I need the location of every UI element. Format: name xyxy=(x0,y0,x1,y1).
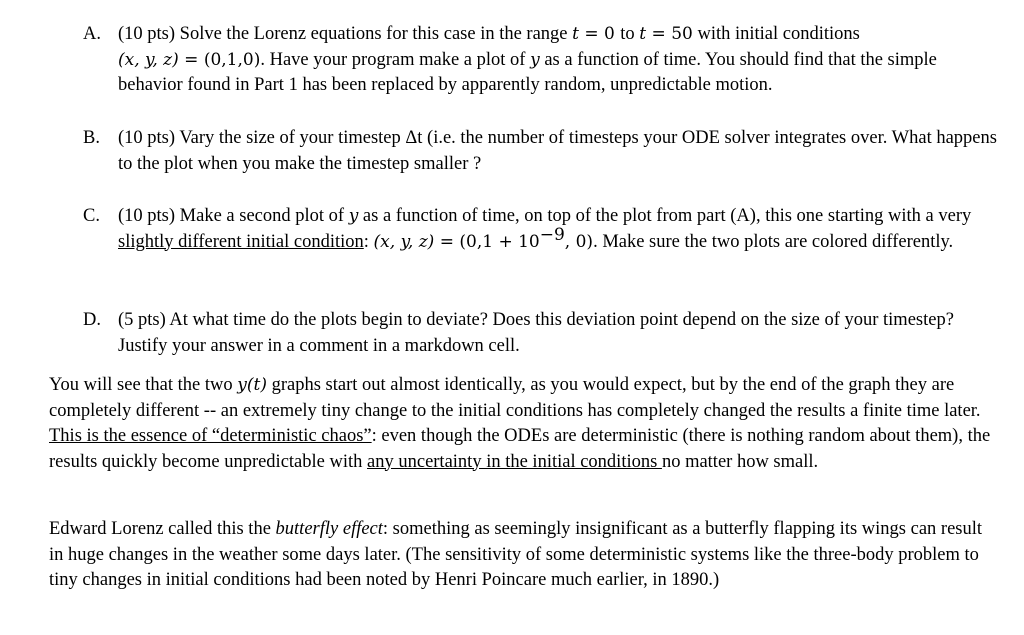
item-d-text: (5 pts) At what time do the plots begin to deviate? Does this deviation point depend on the size of your timestep? Justify your answer in a comment in a markdown cell. xyxy=(118,310,954,356)
item-a-letter: A. xyxy=(83,24,101,44)
item-c-exponent: −9 xyxy=(539,224,565,245)
item-c-eq-start: = (0,1 + 10 xyxy=(434,231,540,252)
item-a-eq-start: = 0 xyxy=(579,24,621,44)
item-a-text-3: . Have your program make a plot of xyxy=(260,49,531,70)
p2-italic-term: butterfly effect xyxy=(275,519,383,539)
item-a-eq-initial: = (0,1,0) xyxy=(178,49,261,70)
item-d-letter: D. xyxy=(83,310,101,330)
item-b-text: (10 pts) Vary the size of your timestep Δt (i.e. the number of timesteps your ODE solver integrates over. What happens to the plot when you make the timestep smaller ? xyxy=(118,128,997,174)
item-a xyxy=(83,22,1003,99)
p2-text-1: Edward Lorenz called this the xyxy=(49,519,276,539)
item-a-text xyxy=(118,22,1003,99)
item-a-text-1: (10 pts) Solve the Lorenz equations for this case in the range xyxy=(118,24,573,44)
item-c-text-2: as a function of time, on top of the plot from part (A), this one starting with a very xyxy=(358,206,972,226)
item-c-text-3: : xyxy=(363,231,374,252)
item-b-letter: B. xyxy=(83,128,100,148)
p1-underlined-2: any uncertainty in the initial conditions xyxy=(367,451,662,472)
item-b xyxy=(83,126,1003,177)
item-a-to: to xyxy=(620,24,635,44)
item-c-underlined-phrase: slightly different initial condition xyxy=(118,231,364,252)
item-a-text-2: with initial conditions xyxy=(692,24,860,44)
p1-text-4: no matter how small. xyxy=(661,451,819,472)
p1-math-t: (t) xyxy=(246,375,267,395)
item-c-text-1: (10 pts) Make a second plot of xyxy=(118,206,349,226)
item-c-text-4: . Make sure the two plots are colored differently. xyxy=(593,231,954,252)
item-c-eq-end: , 0) xyxy=(564,231,594,252)
item-d xyxy=(83,308,1003,359)
item-c-math-y: y xyxy=(348,206,359,226)
p1-text-1: You will see that the two xyxy=(49,375,238,395)
paragraph-chaos xyxy=(49,373,999,475)
item-c xyxy=(83,204,1003,255)
paragraph-butterfly xyxy=(49,517,999,594)
item-c-math-xyz: (x, y, z) xyxy=(373,231,435,252)
item-a-math-xyz: (x, y, z) xyxy=(118,49,179,70)
item-a-math-t2: t xyxy=(639,24,647,44)
item-a-math-y: y xyxy=(530,49,540,70)
item-c-text xyxy=(118,204,1003,255)
item-c-letter: C. xyxy=(83,206,100,226)
item-a-text-4: as a function of time. You should find that the simple behavior found in Part 1 has been replaced by apparently random, unpredictable motion. xyxy=(118,49,937,95)
item-a-eq-end: = 50 xyxy=(646,24,693,44)
p1-underlined-1: This is the essence of “deterministic chaos” xyxy=(49,426,372,446)
p1-math-y: y xyxy=(237,375,247,395)
item-a-math-t: t xyxy=(572,24,579,44)
p1-text-3: : even though the ODEs are deterministic (there is nothing random about them), the results quickly become unpredictable with xyxy=(49,426,991,472)
p2-text-2: : something as seemingly insignificant as a butterfly flapping its wings can result in huge changes in the weather some days later. (The sensitivity of some deterministic systems like the three-body problem to tiny changes in initial conditions had been noted by Henri Poincare much earlier, in 1890.) xyxy=(49,519,983,590)
p1-text-2: graphs start out almost identically, as you would expect, but by the end of the graph they are completely different -- an extremely tiny change to the initial conditions has completely changed the results a finite time later. xyxy=(49,375,981,421)
